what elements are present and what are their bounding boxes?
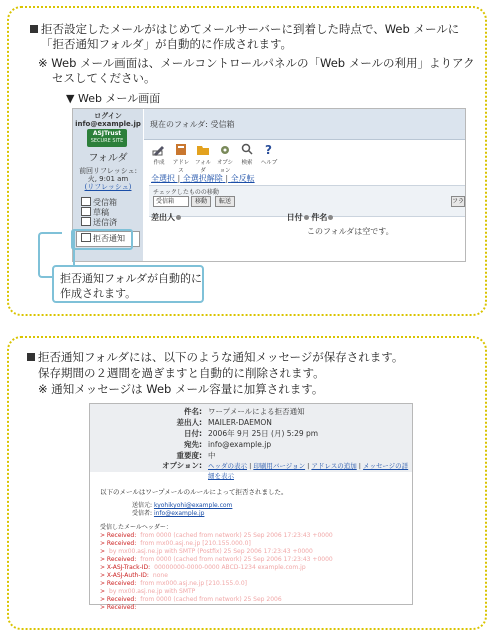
callout-line-2: 作成されます。 <box>60 287 137 300</box>
move-label: チェックしたものの移動 <box>153 189 219 196</box>
webmail-topbar <box>144 109 465 140</box>
folder-icon <box>81 217 91 226</box>
options-icon <box>218 143 232 156</box>
address-book-icon <box>174 143 188 156</box>
message-header-block: 件名: ワープメールによる拒否通知 差出人: MAILER-DAEMON 日付: 2006年 9月 25日 (月) 5:29 pm 宛先: info@example.jp 重要度: 中 オプション: ヘッダの表示 | 印刷用バージョン | アドレスの追加 | メッセージの詳細を表示 <box>90 404 412 472</box>
svg-text:?: ? <box>265 143 272 157</box>
section-1-note-1: ※ Web メール画面は、メールコントロールパネルの「Web メールの利用」よりアク <box>38 56 475 70</box>
pencil-icon <box>152 143 166 156</box>
refresh-link[interactable]: (リフレッシュ) <box>84 183 132 191</box>
sort-icon[interactable] <box>304 215 309 220</box>
screen-caption: ▼ Web メール画面 <box>66 92 161 105</box>
header-line: > Received: from 0000 (cached from network) 25 Sep 2006 17:23:43 +0000 <box>100 532 333 539</box>
compose-button[interactable]: 作成 <box>149 143 169 166</box>
col-date[interactable]: 日付 <box>286 213 303 222</box>
folder-inbox[interactable]: 受信箱 <box>81 197 117 208</box>
address-button[interactable]: アドレス <box>171 143 191 174</box>
select-all-link[interactable]: 全選択 <box>151 174 175 183</box>
sort-icon[interactable] <box>176 215 181 220</box>
notice-message-screenshot <box>89 403 413 611</box>
help-icon <box>262 143 276 156</box>
body-intro: 以下のメールはワープメールのルールによって拒否されました。 <box>100 488 288 496</box>
empty-folder-message: このフォルダは空です。 <box>307 227 394 236</box>
folder-drafts[interactable]: 草稿 <box>81 207 109 218</box>
flag-button[interactable]: フラ <box>452 198 465 205</box>
message-list-header <box>151 212 333 223</box>
square-bullet-icon <box>30 25 38 33</box>
highlight-frame <box>71 229 133 250</box>
options-button[interactable]: オプション <box>215 143 235 174</box>
section-2-line-1: 拒否通知フォルダには、以下のような通知メッセージが保存されます。 <box>27 350 403 365</box>
current-folder: 現在のフォルダ: 受信箱 <box>150 120 235 129</box>
search-button[interactable]: 検索 <box>237 143 257 166</box>
folder-icon <box>81 207 91 216</box>
invert-selection-link[interactable]: 全反転 <box>230 174 255 183</box>
section-1-line-1: 拒否設定したメールがはじめてメールサーバーに到着した時点で、Web メールに <box>30 22 459 37</box>
login-user: info@example.jp <box>75 120 141 128</box>
section-1-note-2: セスしてください。 <box>52 71 156 85</box>
folder-reject-notice[interactable]: 拒否通知 <box>76 231 140 247</box>
selection-links: 全選択 | 全選択解除 | 全反転 <box>151 174 255 183</box>
login-label: ログイン <box>94 112 122 120</box>
show-headers-link[interactable]: ヘッダの表示 <box>208 462 247 470</box>
forward-button[interactable]: 転送 <box>215 196 235 207</box>
folder-icon <box>196 143 210 156</box>
sender-line: 送信元: kyohikyohi@example.com <box>132 502 233 509</box>
header-line: > Received: from mx00.asj.ne.jp [210.155.000.0] <box>100 540 251 547</box>
deselect-all-link[interactable]: 全選択解除 <box>182 174 223 183</box>
header-line: > Received: from 0000 (cached from network) 25 Sep 2006 <box>100 596 282 603</box>
search-icon <box>240 143 254 156</box>
callout-line-1: 拒否通知フォルダが自動的に <box>60 272 203 285</box>
callout-box <box>52 265 204 303</box>
move-button[interactable]: 移動 <box>191 196 211 207</box>
header-line: > Received: from mx000.asj.ne.jp [210.155.0.0] <box>100 580 247 587</box>
add-address-link[interactable]: アドレスの追加 <box>311 462 357 470</box>
sender-link[interactable]: kyohikyohi@example.com <box>153 502 233 509</box>
recipient-link[interactable]: info@example.jp <box>153 510 205 517</box>
folder-sent[interactable]: 送信済 <box>81 217 117 228</box>
folder-icon <box>81 197 91 206</box>
section-2-line-2: 保存期間の２週間を過ぎますと自動的に削除されます。 <box>38 366 325 380</box>
recipient-line: 受信者: info@example.jp <box>132 510 205 517</box>
col-from[interactable]: 差出人 <box>151 213 175 222</box>
header-line: > X-ASJ-Auth-ID: none <box>100 572 168 579</box>
header-line: > X-ASJ-Track-ID: 00000000-0000-0000 ABCD-1234 example.com.jp <box>100 564 306 571</box>
message-details-link[interactable]: メッセージの詳細を表示 <box>208 462 409 480</box>
header-line: > Received: <box>100 604 137 611</box>
help-button[interactable]: ? ヘルプ <box>260 143 278 166</box>
header-line: > Received: from 0000 (cached from network) 25 Sep 2006 17:23:43 +0000 <box>100 556 333 563</box>
header-line: > by mx00.asj.ne.jp with SMTP <box>100 588 196 595</box>
refresh-line: 前回リフレッシュ: <box>79 167 137 175</box>
section-1-line-2: 「拒否通知フォルダ」が自動的に作成されます。 <box>41 37 293 51</box>
asjtrust-logo: ASJTrust SECURE SITE <box>87 129 127 147</box>
section-2-note: ※ 通知メッセージは Web メール容量に加算されます。 <box>38 382 324 396</box>
received-header-title: 受信したメールヘッダー： <box>100 524 172 531</box>
folder-title: フォルダ <box>88 153 128 164</box>
header-line: > by mx00.asj.ne.jp with SMTP (Postfix) 25 Sep 2006 17:23:43 +0000 <box>100 548 313 555</box>
square-bullet-icon <box>27 353 35 361</box>
refresh-time: 火, 9:01 am <box>87 175 129 183</box>
col-subject[interactable]: 件名 <box>311 213 328 222</box>
folder-button[interactable]: フォルダ <box>193 143 213 174</box>
sort-icon[interactable] <box>328 215 333 220</box>
print-version-link[interactable]: 印刷用バージョン <box>253 462 306 470</box>
move-folder-select[interactable]: 受信箱 <box>153 196 189 207</box>
